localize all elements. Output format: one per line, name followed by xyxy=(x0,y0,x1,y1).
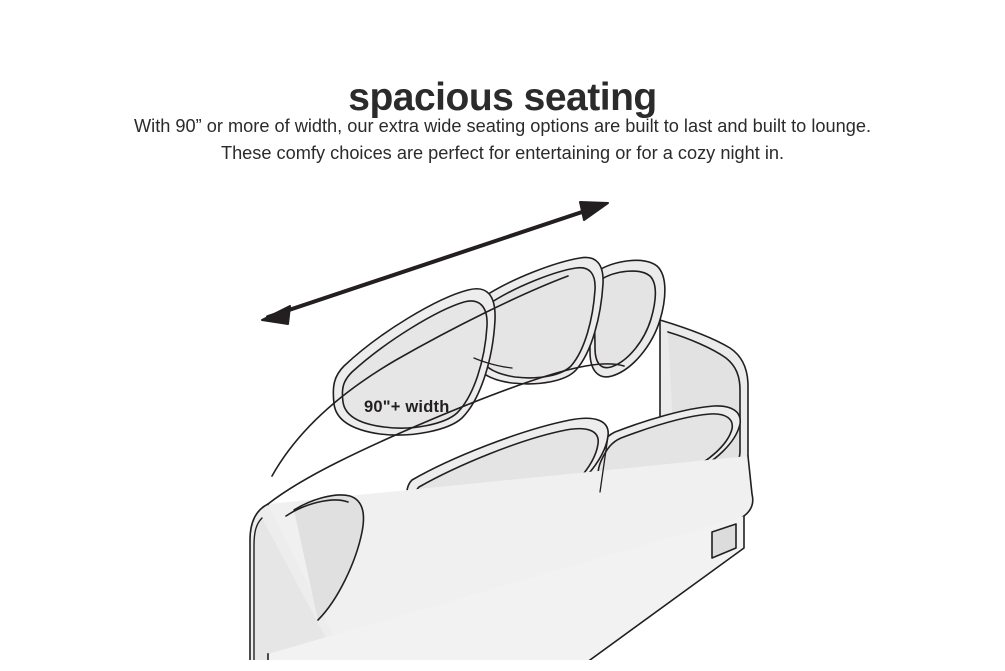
page-title: spacious seating xyxy=(348,76,657,120)
width-dimension-label: 90"+ width xyxy=(364,398,450,416)
subcopy-line-2: These comfy choices are perfect for entertaining or for a cozy night in. xyxy=(220,143,785,164)
sofa-diagram xyxy=(0,180,1005,660)
subcopy-line-1: With 90” or more of width, our extra wide seating options are built to last and built to lounge. xyxy=(134,116,871,136)
page-subcopy xyxy=(0,113,1005,168)
sofa-line-illustration xyxy=(0,180,1005,660)
